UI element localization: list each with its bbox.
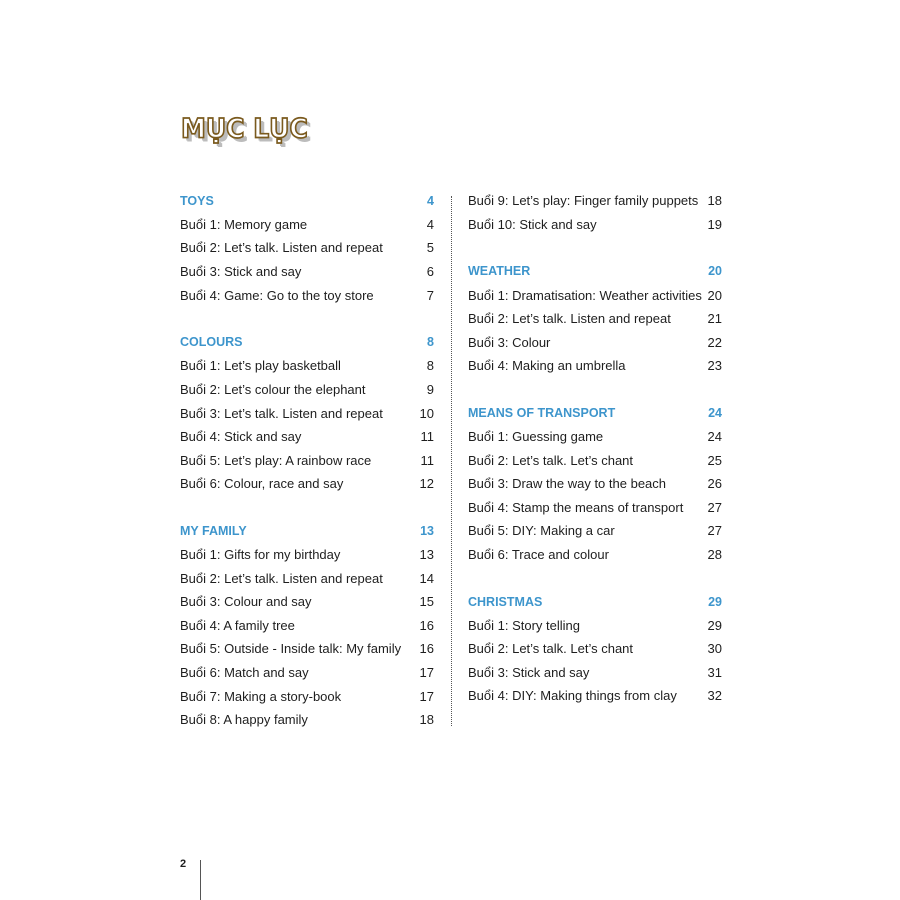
toc-entry[interactable] — [180, 614, 434, 638]
toc-entry-label: Buổi 3: Draw the way to the beach — [468, 476, 667, 492]
toc-entry-label: Buổi 2: Let’s talk. Listen and repeat — [468, 311, 671, 327]
toc-entry-label: Buổi 3: Let’s talk. Listen and repeat — [180, 405, 383, 421]
toc-entry-label: Buổi 4: Stick and say — [180, 429, 302, 445]
toc-entry-page: 15 — [419, 594, 434, 610]
toc-section-heading[interactable] — [180, 189, 434, 213]
toc-entry-page: 28 — [707, 547, 722, 563]
toc-entry-label: Buổi 4: Game: Go to the toy store — [180, 287, 374, 303]
toc-entry-label: Buổi 10: Stick and say — [468, 216, 597, 232]
toc-entry-page: 10 — [419, 405, 434, 421]
toc-entry-page: 18 — [707, 193, 722, 209]
toc-entry-page: 17 — [419, 664, 434, 680]
toc-entry[interactable] — [468, 543, 722, 567]
section-gap — [468, 566, 722, 590]
toc-entry-label: Buổi 1: Story telling — [468, 617, 581, 633]
toc-entry-page: 9 — [426, 381, 434, 397]
toc-section-heading[interactable] — [180, 519, 434, 543]
section-page: 29 — [708, 594, 722, 609]
toc-entry[interactable] — [180, 684, 434, 708]
toc-entry-page: 32 — [707, 688, 722, 704]
column-divider — [451, 196, 452, 726]
toc-entry[interactable] — [468, 425, 722, 449]
toc-column-left — [180, 189, 434, 731]
toc-entry-page: 17 — [419, 688, 434, 704]
toc-entry[interactable] — [468, 330, 722, 354]
toc-entry-page: 18 — [419, 712, 434, 728]
toc-entry-page: 29 — [707, 617, 722, 633]
toc-entry-page: 26 — [707, 476, 722, 492]
toc-entry-page: 4 — [426, 216, 434, 232]
toc-entry-label: Buổi 6: Colour, race and say — [180, 476, 344, 492]
toc-entry[interactable] — [180, 378, 434, 402]
page-number-rule — [200, 860, 201, 900]
toc-entry-label: Buổi 6: Match and say — [180, 664, 309, 680]
toc-section-heading[interactable] — [468, 260, 722, 284]
toc-entry[interactable] — [180, 236, 434, 260]
toc-entry[interactable] — [180, 425, 434, 449]
toc-entry-label: Buổi 6: Trace and colour — [468, 547, 609, 563]
toc-entry-label: Buổi 4: Stamp the means of transport — [468, 499, 684, 515]
toc-entry[interactable] — [468, 661, 722, 685]
toc-entry[interactable] — [180, 543, 434, 567]
toc-entry-label: Buổi 1: Let’s play basketball — [180, 358, 341, 374]
section-gap — [468, 378, 722, 402]
toc-entry[interactable] — [180, 448, 434, 472]
toc-entry-label: Buổi 5: Let’s play: A rainbow race — [180, 452, 372, 468]
toc-entry-page: 16 — [419, 617, 434, 633]
toc-entry-page: 13 — [419, 547, 434, 563]
toc-entry-page: 11 — [420, 429, 434, 445]
toc-entry-page: 27 — [707, 523, 722, 539]
section-page: 8 — [427, 335, 434, 350]
section-page: 20 — [708, 264, 722, 279]
section-page: 4 — [427, 193, 434, 208]
toc-entry-label: Buổi 4: A family tree — [180, 617, 295, 633]
toc-entry-page: 20 — [707, 287, 722, 303]
section-title: WEATHER — [468, 264, 531, 279]
toc-entry-page: 21 — [707, 311, 722, 327]
toc-entry[interactable] — [180, 472, 434, 496]
toc-entry-page: 31 — [707, 664, 722, 680]
section-gap — [180, 496, 434, 520]
toc-entry-label: Buổi 3: Colour — [468, 334, 551, 350]
toc-section-heading[interactable] — [468, 590, 722, 614]
toc-entry[interactable] — [180, 401, 434, 425]
section-title: CHRISTMAS — [468, 594, 543, 609]
toc-entry[interactable] — [468, 684, 722, 708]
toc-entry[interactable] — [468, 637, 722, 661]
toc-entry[interactable] — [180, 637, 434, 661]
toc-entry[interactable] — [180, 260, 434, 284]
toc-entry-label: Buổi 7: Making a story-book — [180, 688, 342, 704]
toc-entry-label: Buổi 1: Memory game — [180, 216, 308, 232]
toc-entry-page: 5 — [426, 240, 434, 256]
toc-entry[interactable] — [180, 590, 434, 614]
toc-entry-page: 25 — [707, 452, 722, 468]
toc-entry[interactable] — [180, 708, 434, 732]
toc-entry[interactable] — [468, 496, 722, 520]
toc-entry[interactable] — [468, 189, 722, 213]
toc-entry-page: 7 — [426, 287, 434, 303]
toc-entry[interactable] — [180, 566, 434, 590]
toc-entry[interactable] — [180, 283, 434, 307]
toc-entry[interactable] — [468, 519, 722, 543]
toc-entry[interactable] — [468, 472, 722, 496]
section-title: MY FAMILY — [180, 523, 247, 538]
toc-entry-label: Buổi 2: Let’s talk. Let’s chant — [468, 452, 634, 468]
toc-entry-label: Buổi 4: Making an umbrella — [468, 358, 626, 374]
toc-entry-page: 22 — [707, 334, 722, 350]
toc-entry-label: Buổi 4: DIY: Making things from clay — [468, 688, 677, 704]
section-gap — [180, 307, 434, 331]
toc-entry-page: 23 — [707, 358, 722, 374]
toc-entry[interactable] — [468, 283, 722, 307]
toc-entry-label: Buổi 2: Let’s talk. Listen and repeat — [180, 570, 383, 586]
toc-section-heading[interactable] — [468, 401, 722, 425]
toc-entry-label: Buổi 3: Stick and say — [180, 264, 302, 280]
toc-entry-label: Buổi 2: Let’s talk. Let’s chant — [468, 641, 634, 657]
toc-entry-page: 16 — [419, 641, 434, 657]
toc-entry-label: Buổi 1: Dramatisation: Weather activities — [468, 287, 702, 303]
toc-entry-page: 6 — [426, 264, 434, 280]
section-title: TOYS — [180, 193, 214, 208]
toc-entry-label: Buổi 3: Stick and say — [468, 664, 590, 680]
toc-entry-label: Buổi 5: Outside - Inside talk: My family — [180, 641, 402, 657]
toc-entry-label: Buổi 2: Let’s talk. Listen and repeat — [180, 240, 383, 256]
section-title: MEANS OF TRANSPORT — [468, 405, 616, 420]
toc-entry[interactable] — [180, 354, 434, 378]
toc-entry[interactable] — [468, 448, 722, 472]
section-gap — [468, 236, 722, 260]
toc-entry-label: Buổi 2: Let’s colour the elephant — [180, 381, 366, 397]
toc-entry-label: Buổi 8: A happy family — [180, 712, 308, 728]
toc-entry[interactable] — [468, 613, 722, 637]
section-page: 13 — [420, 523, 434, 538]
toc-entry-label: Buổi 1: Gifts for my birthday — [180, 547, 341, 563]
toc-entry-label: Buổi 5: DIY: Making a car — [468, 523, 615, 539]
section-title: COLOURS — [180, 335, 243, 350]
toc-section-heading[interactable] — [180, 330, 434, 354]
page-title: MỤC LỤC — [181, 113, 308, 144]
toc-entry[interactable] — [468, 307, 722, 331]
toc-entry-page: 30 — [707, 641, 722, 657]
toc-entry-page: 12 — [419, 476, 434, 492]
toc-entry-page: 14 — [419, 570, 434, 586]
toc-entry[interactable] — [468, 213, 722, 237]
toc-entry-label: Buổi 9: Let’s play: Finger family puppets — [468, 193, 699, 209]
toc-column-right — [468, 189, 722, 708]
page-number: 2 — [180, 858, 187, 870]
toc-entry-page: 19 — [707, 216, 722, 232]
toc-entry-page: 11 — [420, 452, 434, 468]
toc-entry[interactable] — [468, 354, 722, 378]
toc-entry-page: 24 — [707, 429, 722, 445]
toc-entry-page: 27 — [707, 499, 722, 515]
section-page: 24 — [708, 405, 722, 420]
toc-entry[interactable] — [180, 661, 434, 685]
toc-entry-label: Buổi 1: Guessing game — [468, 429, 604, 445]
toc-entry[interactable] — [180, 213, 434, 237]
toc-entry-label: Buổi 3: Colour and say — [180, 594, 312, 610]
toc-entry-page: 8 — [426, 358, 434, 374]
